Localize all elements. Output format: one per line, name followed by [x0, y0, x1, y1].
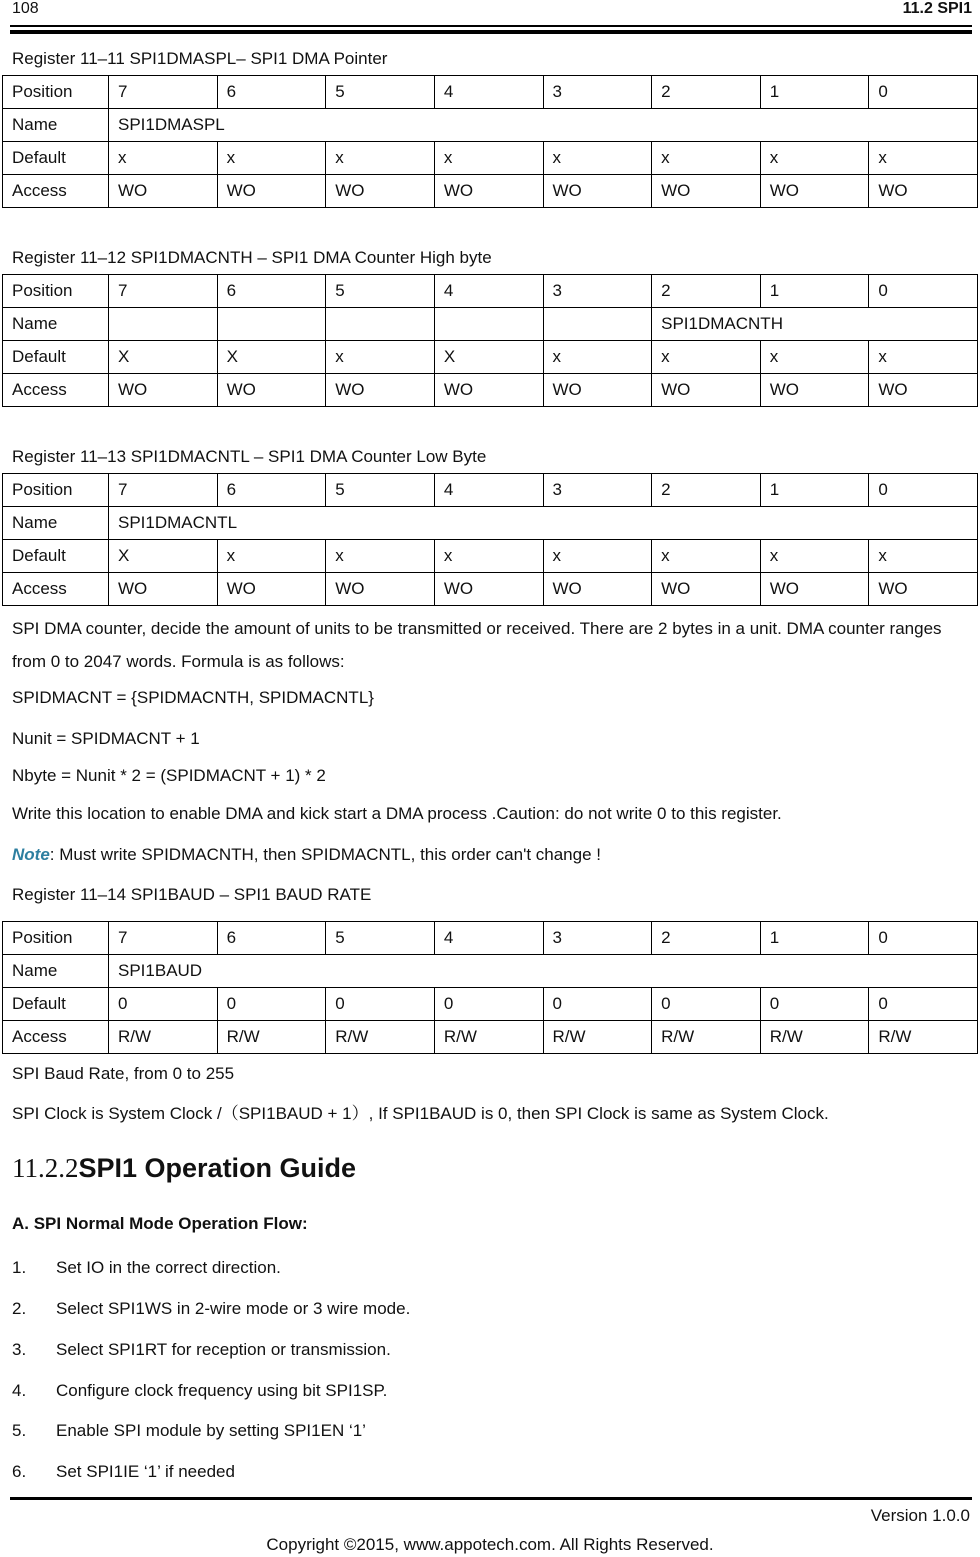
step-text: Enable SPI module by setting SPI1EN ‘1’: [56, 1421, 366, 1440]
cell: x: [652, 142, 761, 175]
cell: 2: [652, 922, 761, 955]
cell: 5: [326, 474, 435, 507]
cell: 0: [869, 474, 978, 507]
step-text: Set IO in the correct direction.: [56, 1258, 281, 1277]
subheading: A. SPI Normal Mode Operation Flow:: [12, 1214, 308, 1233]
cell: Position: [3, 76, 109, 109]
register-table-spi1dmacntl: [2, 473, 978, 606]
register-name: SPI1DMACNTL: [109, 507, 978, 540]
cell: WO: [869, 175, 978, 208]
section-title: SPI1 Operation Guide: [78, 1153, 357, 1183]
cell: Access: [3, 1021, 109, 1054]
cell: 0: [434, 988, 543, 1021]
cell: WO: [109, 374, 218, 407]
position-row: [3, 76, 978, 109]
cell: R/W: [434, 1021, 543, 1054]
register-name: SPI1DMACNTH: [652, 308, 978, 341]
cell: x: [760, 341, 869, 374]
cell: 1: [760, 474, 869, 507]
cell: WO: [652, 374, 761, 407]
dma-description: SPI DMA counter, decide the amount of units to be transmitted or received. There are 2 bytes in a unit. DMA counter ranges from 0 to 2047 words. Formula is as follows:: [12, 619, 942, 671]
step-text: Select SPI1WS in 2-wire mode or 3 wire mode.: [56, 1299, 411, 1318]
cell: Name: [3, 507, 109, 540]
cell: WO: [109, 175, 218, 208]
cell: WO: [434, 374, 543, 407]
formula-line: Nunit = SPIDMACNT + 1: [12, 729, 200, 748]
cell: WO: [109, 573, 218, 606]
cell: 6: [217, 922, 326, 955]
cell: X: [434, 341, 543, 374]
cell: R/W: [869, 1021, 978, 1054]
cell: WO: [869, 374, 978, 407]
cell: WO: [760, 374, 869, 407]
cell: 4: [434, 76, 543, 109]
cell: x: [543, 142, 652, 175]
cell: 1: [760, 922, 869, 955]
cell: WO: [217, 374, 326, 407]
list-item: [12, 1462, 235, 1482]
cell: Default: [3, 341, 109, 374]
cell: 7: [109, 474, 218, 507]
step-text: Select SPI1RT for reception or transmission.: [56, 1340, 391, 1359]
cell: WO: [326, 175, 435, 208]
cell: 3: [543, 474, 652, 507]
cell: Access: [3, 374, 109, 407]
cell: x: [434, 142, 543, 175]
cell: 5: [326, 922, 435, 955]
cell: X: [217, 341, 326, 374]
note-label: Note: [12, 845, 50, 864]
cell: 0: [326, 988, 435, 1021]
register-caption: Register 11–12 SPI1DMACNTH – SPI1 DMA Counter High byte: [12, 248, 492, 267]
access-row: [3, 573, 978, 606]
version-label: Version 1.0.0: [870, 1506, 970, 1525]
cell: x: [869, 540, 978, 573]
cell: x: [543, 341, 652, 374]
name-row: [3, 109, 978, 142]
cell: R/W: [543, 1021, 652, 1054]
register-caption: Register 11–13 SPI1DMACNTL – SPI1 DMA Counter Low Byte: [12, 447, 487, 466]
list-item: [12, 1381, 387, 1401]
cell: Position: [3, 275, 109, 308]
cell: R/W: [760, 1021, 869, 1054]
cell: 4: [434, 474, 543, 507]
cell: x: [652, 540, 761, 573]
register-caption: Register 11–11 SPI1DMASPL– SPI1 DMA Pointer: [12, 49, 388, 68]
cell: 4: [434, 275, 543, 308]
cell: 2: [652, 76, 761, 109]
write-caution: Write this location to enable DMA and kick start a DMA process .Caution: do not write 0 to this register.: [12, 804, 782, 823]
cell: WO: [326, 374, 435, 407]
cell: WO: [434, 175, 543, 208]
step-number: 6.: [12, 1462, 27, 1481]
register-table-spi1baud: [2, 921, 978, 1054]
cell: x: [760, 142, 869, 175]
section-number: 11.2.2: [12, 1153, 79, 1183]
cell: x: [326, 341, 435, 374]
cell: WO: [760, 175, 869, 208]
cell: 6: [217, 474, 326, 507]
cell: x: [326, 540, 435, 573]
cell: X: [109, 540, 218, 573]
cell: x: [869, 341, 978, 374]
cell: WO: [760, 573, 869, 606]
default-row: [3, 142, 978, 175]
cell: [326, 308, 435, 341]
cell: 7: [109, 922, 218, 955]
formula-line: SPIDMACNT = {SPIDMACNTH, SPIDMACNTL}: [12, 688, 374, 707]
cell: 0: [869, 76, 978, 109]
cell: R/W: [326, 1021, 435, 1054]
cell: WO: [543, 374, 652, 407]
cell: Access: [3, 175, 109, 208]
step-number: 4.: [12, 1381, 27, 1400]
cell: x: [543, 540, 652, 573]
cell: WO: [869, 573, 978, 606]
cell: Position: [3, 474, 109, 507]
note-text: : Must write SPIDMACNTH, then SPIDMACNTL, this order can't change !: [49, 845, 601, 864]
register-name: SPI1BAUD: [109, 955, 978, 988]
copyright: Copyright ©2015, www.appotech.com. All Rights Reserved.: [266, 1535, 714, 1554]
cell: 0: [109, 988, 218, 1021]
cell: 0: [869, 275, 978, 308]
cell: R/W: [109, 1021, 218, 1054]
list-item: [12, 1258, 281, 1278]
cell: R/W: [217, 1021, 326, 1054]
default-row: [3, 540, 978, 573]
cell: WO: [543, 573, 652, 606]
baud-clock-text: SPI Clock is System Clock /（SPI1BAUD + 1）, If SPI1BAUD is 0, then SPI Clock is same as System Clock.: [12, 1104, 829, 1123]
default-row: [3, 988, 978, 1021]
cell: 4: [434, 922, 543, 955]
cell: x: [434, 540, 543, 573]
formula-line: Nbyte = Nunit * 2 = (SPIDMACNT + 1) * 2: [12, 766, 326, 785]
cell: 3: [543, 275, 652, 308]
cell: 3: [543, 76, 652, 109]
cell: Name: [3, 109, 109, 142]
default-row: [3, 341, 978, 374]
cell: [543, 308, 652, 341]
cell: 0: [652, 988, 761, 1021]
section-heading: [12, 1153, 356, 1184]
register-table-spi1dmaspl: [2, 75, 978, 208]
cell: WO: [217, 573, 326, 606]
cell: 5: [326, 275, 435, 308]
cell: WO: [434, 573, 543, 606]
footer-rule: [10, 1497, 972, 1500]
access-row: [3, 1021, 978, 1054]
list-item: [12, 1340, 391, 1360]
page-header: [0, 0, 980, 34]
cell: Default: [3, 988, 109, 1021]
page-number: 108: [12, 0, 39, 17]
cell: WO: [652, 175, 761, 208]
cell: Default: [3, 540, 109, 573]
access-row: [3, 374, 978, 407]
step-number: 2.: [12, 1299, 27, 1318]
access-row: [3, 175, 978, 208]
cell: R/W: [652, 1021, 761, 1054]
cell: Access: [3, 573, 109, 606]
step-number: 5.: [12, 1421, 27, 1440]
cell: 0: [543, 988, 652, 1021]
cell: 1: [760, 76, 869, 109]
cell: 3: [543, 922, 652, 955]
cell: WO: [326, 573, 435, 606]
cell: Default: [3, 142, 109, 175]
cell: [434, 308, 543, 341]
cell: Position: [3, 922, 109, 955]
cell: x: [217, 540, 326, 573]
position-row: [3, 275, 978, 308]
cell: 6: [217, 275, 326, 308]
cell: x: [109, 142, 218, 175]
step-number: 3.: [12, 1340, 27, 1359]
cell: Name: [3, 308, 109, 341]
cell: WO: [543, 175, 652, 208]
cell: WO: [652, 573, 761, 606]
name-row: [3, 308, 978, 341]
list-item: [12, 1421, 366, 1441]
cell: 5: [326, 76, 435, 109]
cell: 2: [652, 474, 761, 507]
name-row: [3, 955, 978, 988]
position-row: [3, 474, 978, 507]
cell: X: [109, 341, 218, 374]
cell: 6: [217, 76, 326, 109]
header-rule-thick: [10, 30, 972, 34]
register-table-spi1dmacnth: [2, 274, 978, 407]
cell: x: [217, 142, 326, 175]
cell: 0: [869, 922, 978, 955]
cell: Name: [3, 955, 109, 988]
step-number: 1.: [12, 1258, 27, 1277]
baud-range-text: SPI Baud Rate, from 0 to 255: [12, 1064, 235, 1083]
position-row: [3, 922, 978, 955]
register-name: SPI1DMASPL: [109, 109, 978, 142]
note-line: [12, 838, 970, 871]
cell: x: [869, 142, 978, 175]
cell: x: [652, 341, 761, 374]
cell: 7: [109, 275, 218, 308]
cell: WO: [217, 175, 326, 208]
cell: 1: [760, 275, 869, 308]
cell: 0: [869, 988, 978, 1021]
cell: [109, 308, 218, 341]
cell: x: [760, 540, 869, 573]
cell: 0: [217, 988, 326, 1021]
header-rule: [10, 25, 972, 27]
step-text: Set SPI1IE ‘1’ if needed: [56, 1462, 235, 1481]
cell: 0: [760, 988, 869, 1021]
register-caption: Register 11–14 SPI1BAUD – SPI1 BAUD RATE: [12, 885, 372, 904]
cell: [217, 308, 326, 341]
cell: 7: [109, 76, 218, 109]
header-section-title: 11.2 SPI1: [902, 0, 972, 17]
cell: 2: [652, 275, 761, 308]
name-row: [3, 507, 978, 540]
step-text: Configure clock frequency using bit SPI1SP.: [56, 1381, 388, 1400]
list-item: [12, 1299, 410, 1319]
cell: x: [326, 142, 435, 175]
